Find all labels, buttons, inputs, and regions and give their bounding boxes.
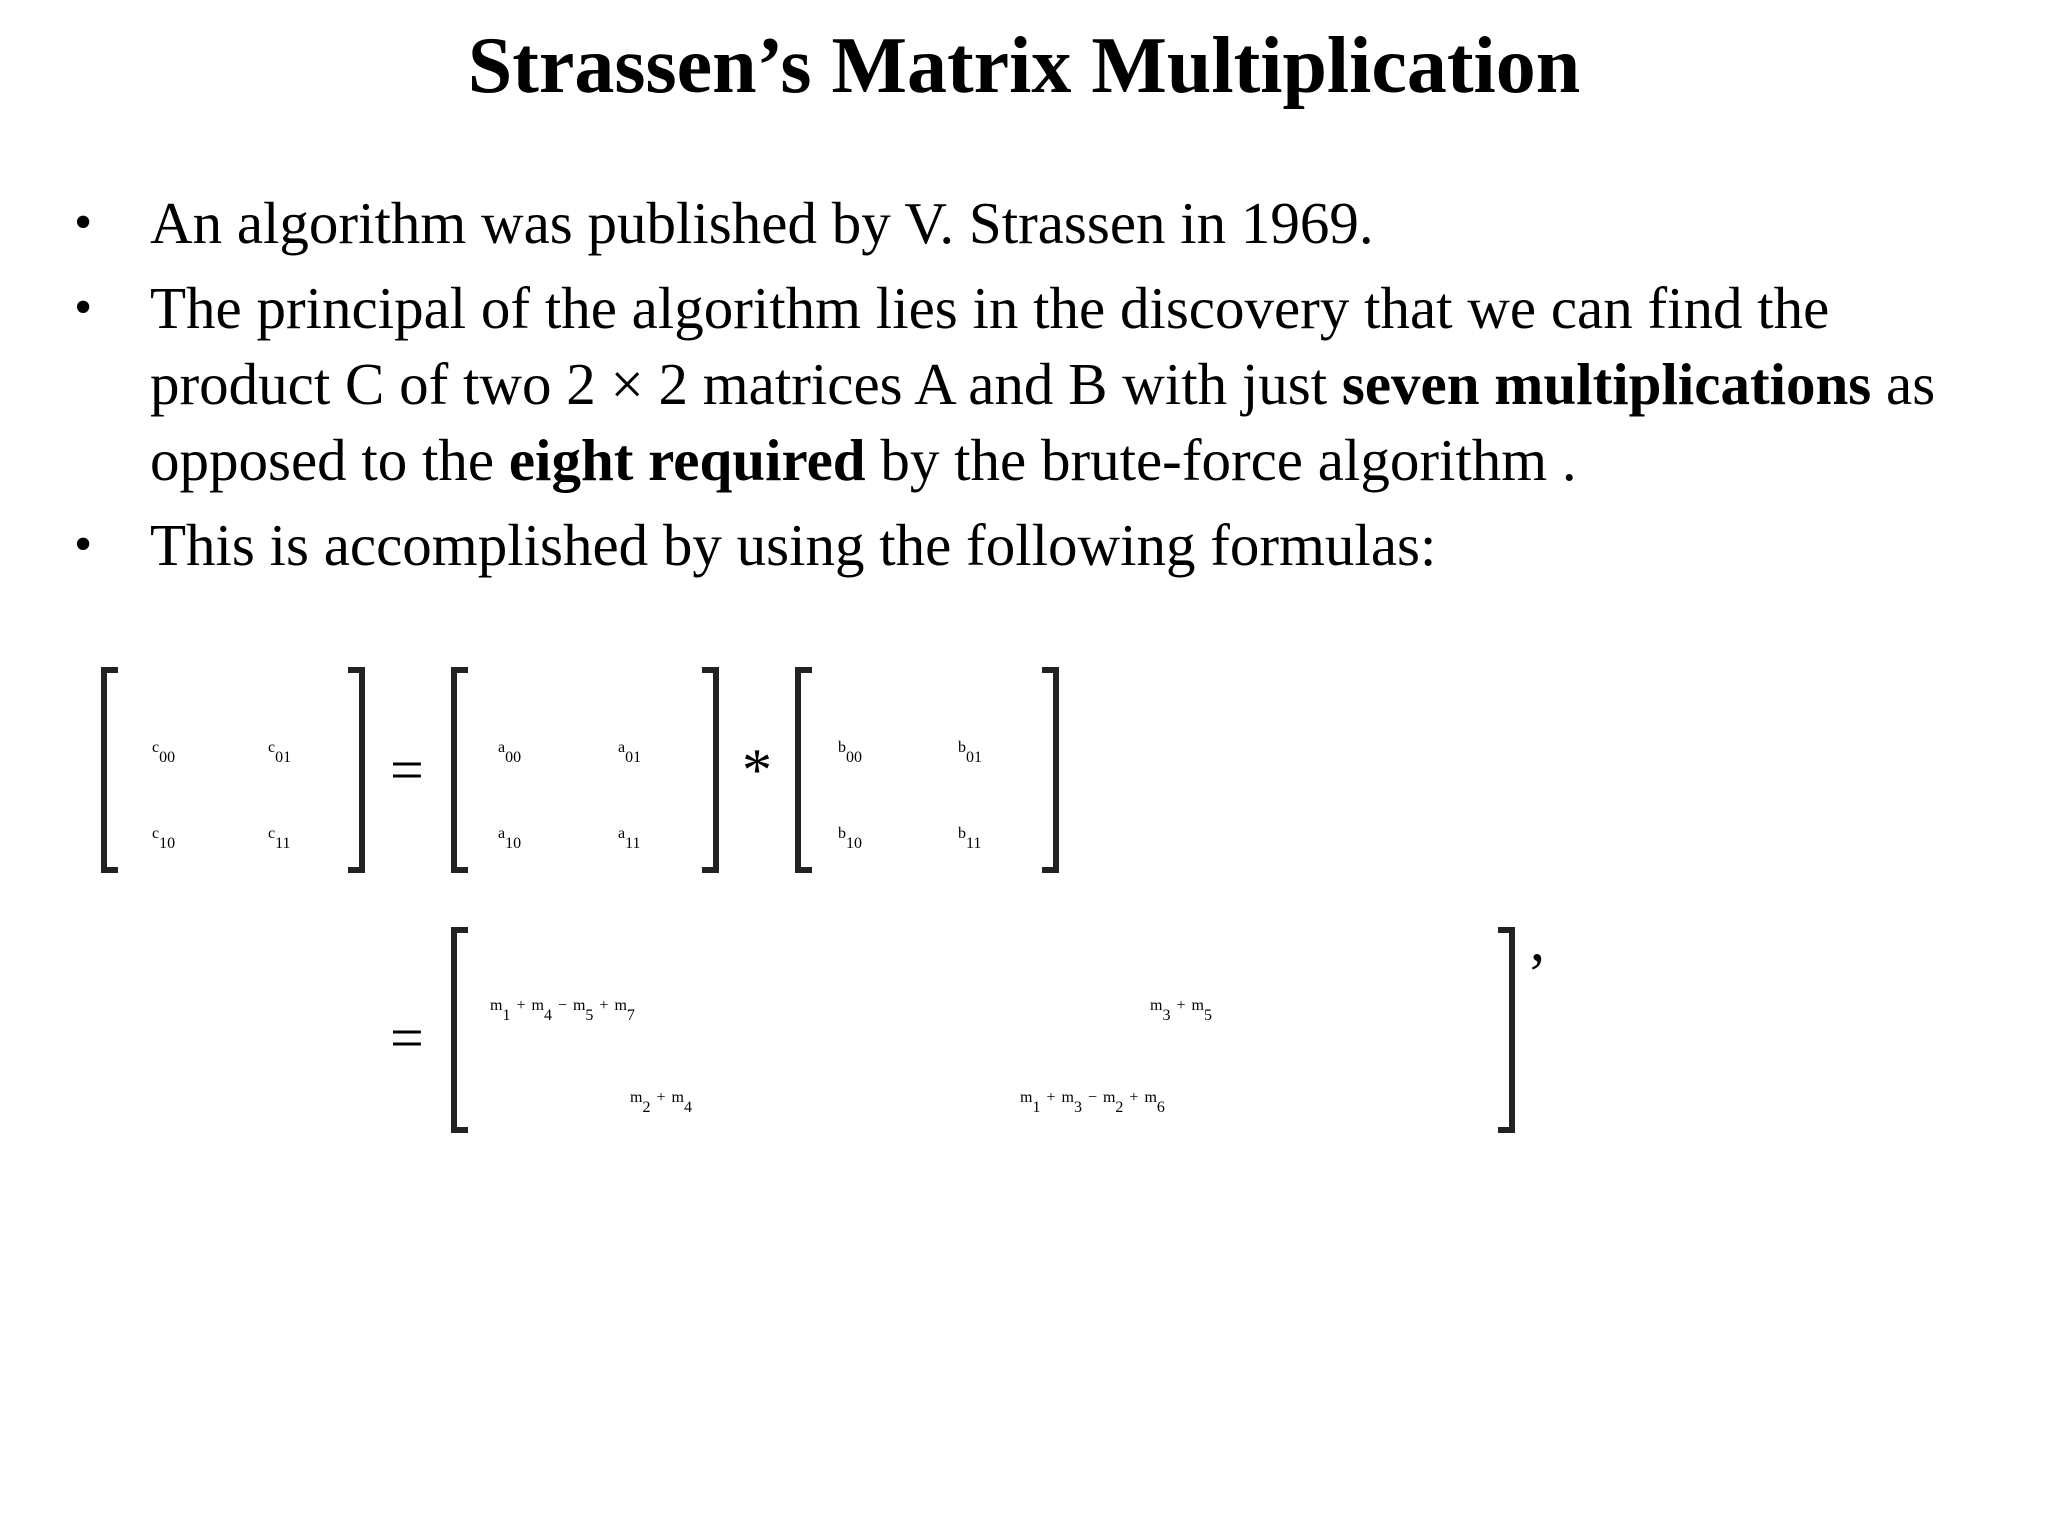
entry-b00: b00 <box>838 739 862 766</box>
left-bracket <box>798 670 812 870</box>
entry-c01-formula: m3+ m5 <box>1150 997 1212 1024</box>
right-bracket <box>1042 670 1056 870</box>
equals-sign: = <box>390 737 424 803</box>
trailing-comma: , <box>1530 907 1545 973</box>
entry-a01: a01 <box>618 739 642 766</box>
entry-b11: b11 <box>958 825 982 852</box>
bullet-marker: • <box>74 194 93 251</box>
bullet-text-2-part2: as opposed to the <box>150 351 1936 493</box>
strassen-formula <box>90 640 1610 1180</box>
bullet-text-2-part1: The principal of the algorithm lies in the discovery that we can find the product C of two 2 × 2 matrices A and B with just <box>150 275 1830 417</box>
bullet-text-1: An algorithm was published by V. Strassen in 1969. <box>150 190 1374 256</box>
bullet-text-2-bold-seven: seven multiplications <box>1341 351 1872 417</box>
entry-b10: b10 <box>838 825 862 852</box>
multiply-sign: * <box>742 737 772 803</box>
entry-a11: a11 <box>618 825 641 852</box>
bullet-text-2-part3: by the brute-force algorithm . <box>865 427 1577 493</box>
entry-c00: c00 <box>152 739 176 766</box>
left-bracket <box>104 670 118 870</box>
matrix-c <box>104 670 362 870</box>
left-bracket <box>454 670 468 870</box>
bullet-item-1 <box>0 185 2048 261</box>
bullet-item-2 <box>0 270 2048 498</box>
entry-c11-formula: m1+ m3− m2+ m6 <box>1020 1089 1165 1116</box>
matrix-b <box>798 670 1056 870</box>
right-bracket <box>702 670 716 870</box>
entry-c00-formula: m1+ m4− m5+ m7 <box>490 997 635 1024</box>
entry-c01: c01 <box>268 739 292 766</box>
left-bracket <box>454 930 468 1130</box>
right-bracket <box>348 670 362 870</box>
bullet-marker: • <box>74 516 93 573</box>
entry-c10-formula: m2+ m4 <box>630 1089 692 1116</box>
bullet-text-3: This is accomplished by using the following formulas: <box>150 512 1437 578</box>
entry-a00: a00 <box>498 739 522 766</box>
bullet-item-3 <box>0 507 2048 583</box>
bullet-text-2 <box>150 275 1935 493</box>
entry-c10: c10 <box>152 825 176 852</box>
matrix-a <box>454 670 716 870</box>
slide-title: Strassen’s Matrix Multiplication <box>467 22 1581 110</box>
matrix-m <box>454 930 1512 1130</box>
equals-sign-2: = <box>390 1005 424 1071</box>
bullet-text-2-bold-eight: eight required <box>508 427 866 493</box>
entry-c11: c11 <box>268 825 291 852</box>
entry-a10: a10 <box>498 825 522 852</box>
bullet-list <box>0 185 2048 592</box>
bullet-marker: • <box>74 279 93 336</box>
entry-b01: b01 <box>958 739 982 766</box>
right-bracket <box>1498 930 1512 1130</box>
